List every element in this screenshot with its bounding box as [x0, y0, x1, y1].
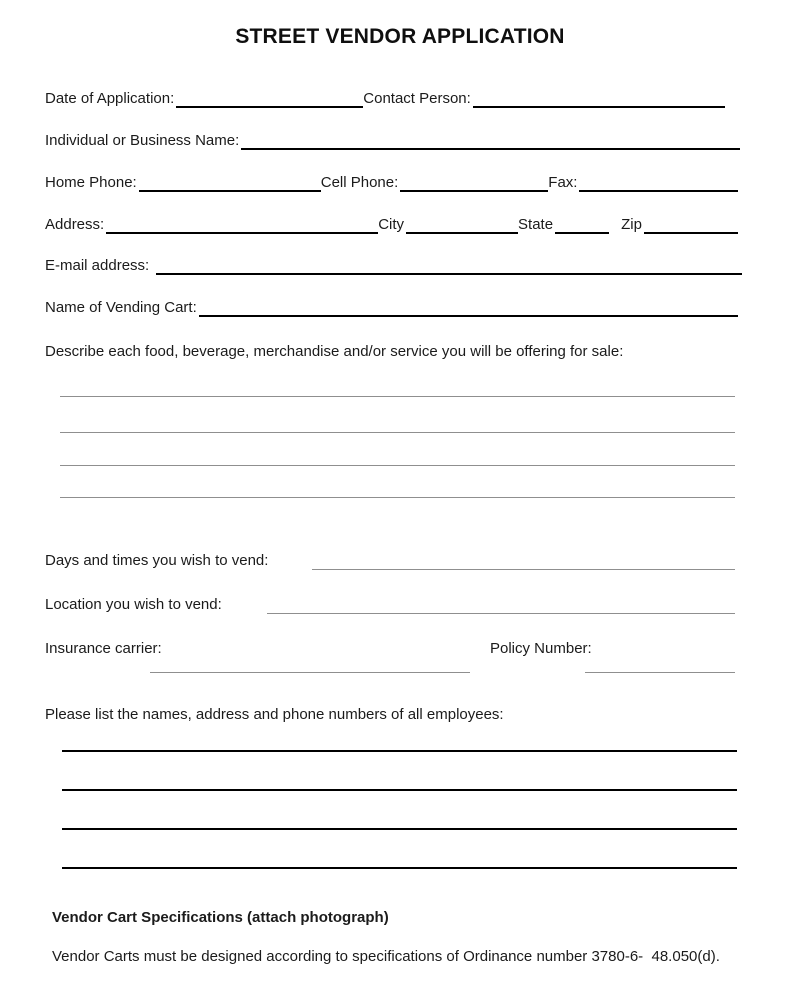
row-date-contact	[45, 88, 725, 108]
description-line[interactable]	[60, 432, 735, 433]
email-label: E-mail address:	[45, 257, 150, 274]
state-field[interactable]	[555, 217, 609, 234]
policy-number-field[interactable]	[585, 672, 735, 673]
days-times-label: Days and times you wish to vend:	[45, 552, 269, 569]
fax-label: Fax:	[548, 174, 578, 191]
contact-person-field[interactable]	[473, 91, 725, 108]
vending-cart-name-label: Name of Vending Cart:	[45, 299, 197, 316]
employee-line[interactable]	[62, 828, 737, 830]
employee-line[interactable]	[62, 789, 737, 791]
describe-offerings-label: Describe each food, beverage, merchandise and/or service you will be offering for sale:	[45, 343, 624, 360]
contact-person-label: Contact Person:	[363, 90, 471, 107]
row-address	[45, 214, 738, 234]
description-line[interactable]	[60, 396, 735, 397]
cart-specifications-heading: Vendor Cart Specifications (attach photograph)	[52, 909, 389, 926]
description-line[interactable]	[60, 465, 735, 466]
form-title: STREET VENDOR APPLICATION	[235, 25, 565, 48]
row-email	[45, 255, 742, 275]
location-label: Location you wish to vend:	[45, 596, 222, 613]
fax-field[interactable]	[579, 175, 738, 192]
address-field[interactable]	[106, 217, 378, 234]
employee-line[interactable]	[62, 867, 737, 869]
city-field[interactable]	[406, 217, 518, 234]
city-label: City	[378, 216, 405, 233]
address-label: Address:	[45, 216, 105, 233]
zip-field[interactable]	[644, 217, 738, 234]
insurance-carrier-field[interactable]	[150, 672, 470, 673]
policy-number-label: Policy Number:	[490, 640, 592, 657]
date-of-application-field[interactable]	[176, 91, 363, 108]
ordinance-note: Vendor Carts must be designed according to specifications of Ordinance number 3780-6- 48.050(d).	[52, 948, 720, 965]
row-location	[45, 594, 735, 614]
employees-label: Please list the names, address and phone numbers of all employees:	[45, 706, 504, 723]
row-phones	[45, 172, 738, 192]
cell-phone-label: Cell Phone:	[320, 174, 399, 191]
row-days-times	[45, 550, 735, 570]
insurance-carrier-label: Insurance carrier:	[45, 640, 162, 657]
row-business-name	[45, 130, 740, 150]
days-times-field[interactable]	[312, 553, 735, 570]
state-label: State	[518, 216, 554, 233]
zip-label: Zip	[621, 216, 642, 233]
description-line[interactable]	[60, 497, 735, 498]
home-phone-label: Home Phone:	[45, 174, 137, 191]
vending-cart-name-field[interactable]	[199, 300, 738, 317]
business-name-label: Individual or Business Name:	[45, 132, 240, 149]
home-phone-field[interactable]	[139, 175, 321, 192]
employee-line[interactable]	[62, 750, 737, 752]
email-field[interactable]	[156, 258, 742, 275]
business-name-field[interactable]	[241, 133, 740, 150]
date-of-application-label: Date of Application:	[45, 90, 175, 107]
location-field[interactable]	[267, 597, 735, 614]
row-vending-cart	[45, 297, 738, 317]
cell-phone-field[interactable]	[400, 175, 548, 192]
